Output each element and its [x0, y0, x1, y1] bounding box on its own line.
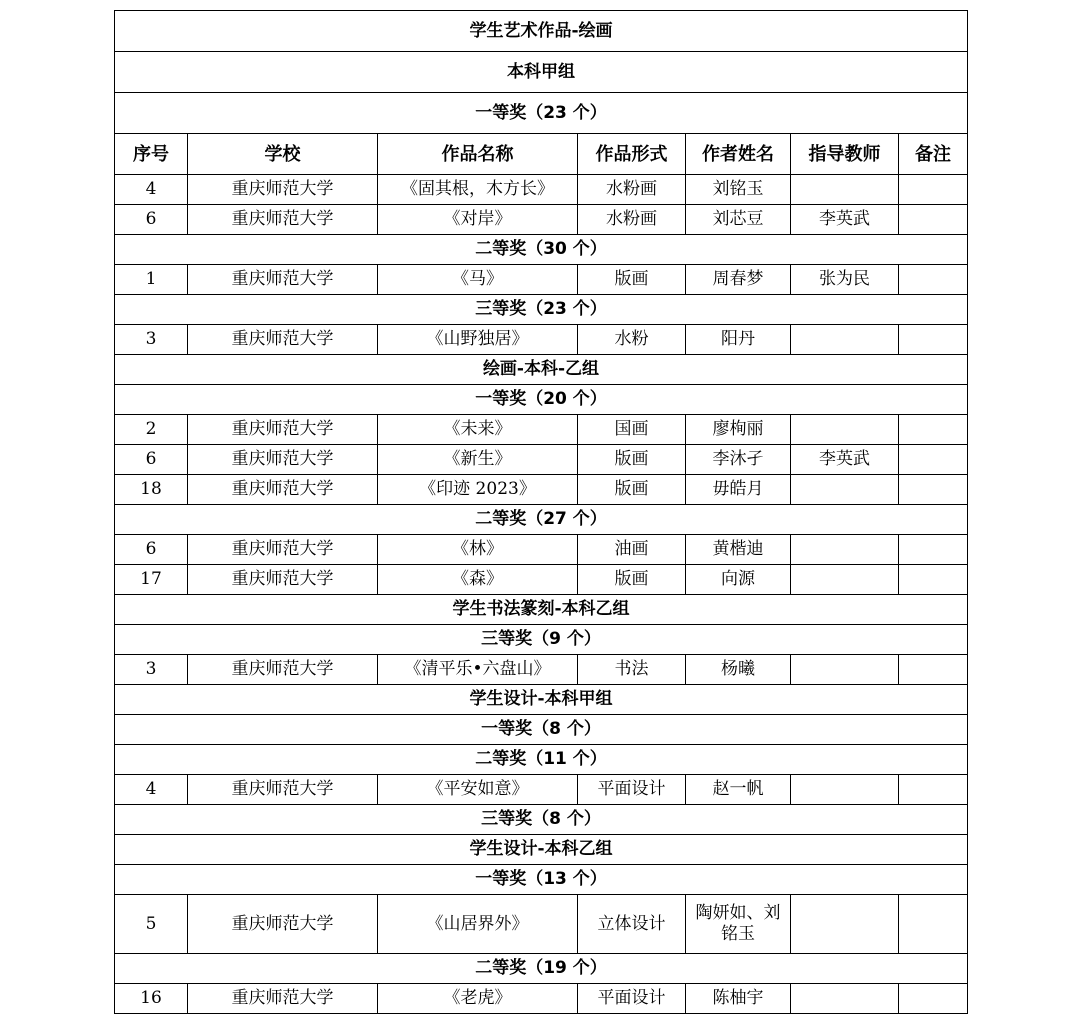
cell-author: 毋皓月 — [686, 475, 791, 505]
cell-work-form: 平面设计 — [578, 775, 686, 805]
cell-notes — [899, 475, 968, 505]
section-header-row — [115, 505, 968, 535]
col-header-notes: 备注 — [899, 134, 968, 175]
section-header-row — [115, 625, 968, 655]
cell-author: 阳丹 — [686, 325, 791, 355]
table-row — [115, 415, 968, 445]
cell-index: 3 — [115, 325, 188, 355]
section-header-row — [115, 715, 968, 745]
cell-index: 2 — [115, 415, 188, 445]
cell-work-title: 《清平乐•六盘山》 — [378, 655, 578, 685]
table-row — [115, 984, 968, 1014]
section-header-row — [115, 685, 968, 715]
cell-work-form: 版画 — [578, 265, 686, 295]
cell-school: 重庆师范大学 — [188, 325, 378, 355]
cell-work-title: 《森》 — [378, 565, 578, 595]
section-header-row — [115, 835, 968, 865]
table-title: 学生艺术作品-绘画 — [115, 11, 968, 52]
cell-instructor — [791, 325, 899, 355]
cell-work-title: 《平安如意》 — [378, 775, 578, 805]
cell-index: 4 — [115, 175, 188, 205]
section-header-row — [115, 235, 968, 265]
cell-work-form: 水粉画 — [578, 205, 686, 235]
cell-author: 刘铭玉 — [686, 175, 791, 205]
section-header: 学生设计-本科乙组 — [115, 835, 968, 865]
awards-table — [114, 10, 968, 1014]
cell-author: 杨曦 — [686, 655, 791, 685]
col-header-instructor: 指导教师 — [791, 134, 899, 175]
cell-instructor — [791, 175, 899, 205]
cell-school: 重庆师范大学 — [188, 535, 378, 565]
cell-school: 重庆师范大学 — [188, 655, 378, 685]
cell-notes — [899, 415, 968, 445]
table-row — [115, 775, 968, 805]
cell-notes — [899, 775, 968, 805]
cell-author: 陶妍如、刘铭玉 — [686, 895, 791, 954]
cell-index: 1 — [115, 265, 188, 295]
cell-instructor — [791, 475, 899, 505]
section-header: 二等奖（11 个） — [115, 745, 968, 775]
cell-notes — [899, 265, 968, 295]
cell-work-title: 《印迹 2023》 — [378, 475, 578, 505]
cell-author: 黄楷迪 — [686, 535, 791, 565]
cell-notes — [899, 655, 968, 685]
cell-school: 重庆师范大学 — [188, 175, 378, 205]
table-row — [115, 535, 968, 565]
table-row — [115, 325, 968, 355]
section-header-row — [115, 355, 968, 385]
cell-author: 周春梦 — [686, 265, 791, 295]
col-header-school: 学校 — [188, 134, 378, 175]
cell-notes — [899, 325, 968, 355]
cell-work-form: 水粉画 — [578, 175, 686, 205]
cell-work-form: 版画 — [578, 445, 686, 475]
cell-work-form: 书法 — [578, 655, 686, 685]
cell-notes — [899, 984, 968, 1014]
cell-instructor: 张为民 — [791, 265, 899, 295]
cell-work-title: 《固其根，木方长》 — [378, 175, 578, 205]
section-header-row — [115, 954, 968, 984]
section-header-row — [115, 595, 968, 625]
section-header-row — [115, 745, 968, 775]
table-row — [115, 445, 968, 475]
cell-school: 重庆师范大学 — [188, 205, 378, 235]
cell-index: 16 — [115, 984, 188, 1014]
section-header: 学生书法篆刻-本科乙组 — [115, 595, 968, 625]
cell-index: 3 — [115, 655, 188, 685]
cell-instructor — [791, 984, 899, 1014]
cell-work-title: 《对岸》 — [378, 205, 578, 235]
section-header: 二等奖（30 个） — [115, 235, 968, 265]
section-header: 一等奖（13 个） — [115, 865, 968, 895]
section-header: 一等奖（20 个） — [115, 385, 968, 415]
col-header-work-form: 作品形式 — [578, 134, 686, 175]
section-header: 三等奖（23 个） — [115, 295, 968, 325]
cell-school: 重庆师范大学 — [188, 565, 378, 595]
table-row — [115, 565, 968, 595]
cell-school: 重庆师范大学 — [188, 775, 378, 805]
cell-school: 重庆师范大学 — [188, 445, 378, 475]
cell-instructor — [791, 655, 899, 685]
section-header-row — [115, 805, 968, 835]
cell-notes — [899, 445, 968, 475]
cell-author: 廖栒丽 — [686, 415, 791, 445]
cell-notes — [899, 895, 968, 954]
table-row — [115, 265, 968, 295]
cell-work-form: 油画 — [578, 535, 686, 565]
col-header-work-title: 作品名称 — [378, 134, 578, 175]
cell-work-title: 《山野独居》 — [378, 325, 578, 355]
cell-work-title: 《未来》 — [378, 415, 578, 445]
cell-work-form: 立体设计 — [578, 895, 686, 954]
table-title-row — [115, 11, 968, 52]
table-row — [115, 895, 968, 954]
table-row — [115, 205, 968, 235]
cell-notes — [899, 535, 968, 565]
cell-work-title: 《林》 — [378, 535, 578, 565]
cell-work-title: 《山居界外》 — [378, 895, 578, 954]
column-header-row — [115, 134, 968, 175]
cell-work-form: 版画 — [578, 565, 686, 595]
cell-author: 向源 — [686, 565, 791, 595]
cell-index: 6 — [115, 535, 188, 565]
section-header: 二等奖（19 个） — [115, 954, 968, 984]
cell-work-form: 水粉 — [578, 325, 686, 355]
table-row — [115, 655, 968, 685]
cell-author: 赵一帆 — [686, 775, 791, 805]
section-header: 一等奖（8 个） — [115, 715, 968, 745]
cell-index: 5 — [115, 895, 188, 954]
cell-author: 陈柚宇 — [686, 984, 791, 1014]
cell-instructor — [791, 415, 899, 445]
prize-title-row — [115, 93, 968, 134]
cell-notes — [899, 565, 968, 595]
cell-index: 6 — [115, 445, 188, 475]
cell-school: 重庆师范大学 — [188, 984, 378, 1014]
cell-school: 重庆师范大学 — [188, 475, 378, 505]
cell-index: 6 — [115, 205, 188, 235]
group-title-row — [115, 52, 968, 93]
cell-school: 重庆师范大学 — [188, 265, 378, 295]
cell-notes — [899, 205, 968, 235]
cell-work-form: 版画 — [578, 475, 686, 505]
cell-work-title: 《老虎》 — [378, 984, 578, 1014]
section-header: 二等奖（27 个） — [115, 505, 968, 535]
prize-title: 一等奖（23 个） — [115, 93, 968, 134]
cell-instructor — [791, 535, 899, 565]
cell-instructor — [791, 895, 899, 954]
cell-instructor: 李英武 — [791, 205, 899, 235]
section-header-row — [115, 295, 968, 325]
cell-author: 刘芯豆 — [686, 205, 791, 235]
cell-instructor — [791, 565, 899, 595]
table-row — [115, 475, 968, 505]
cell-notes — [899, 175, 968, 205]
col-header-index: 序号 — [115, 134, 188, 175]
cell-instructor: 李英武 — [791, 445, 899, 475]
col-header-author: 作者姓名 — [686, 134, 791, 175]
table-row — [115, 175, 968, 205]
group-title: 本科甲组 — [115, 52, 968, 93]
cell-school: 重庆师范大学 — [188, 415, 378, 445]
section-header: 绘画-本科-乙组 — [115, 355, 968, 385]
cell-work-form: 平面设计 — [578, 984, 686, 1014]
section-header: 三等奖（8 个） — [115, 805, 968, 835]
section-header-row — [115, 865, 968, 895]
section-header: 三等奖（9 个） — [115, 625, 968, 655]
cell-index: 18 — [115, 475, 188, 505]
cell-school: 重庆师范大学 — [188, 895, 378, 954]
section-header: 学生设计-本科甲组 — [115, 685, 968, 715]
cell-index: 17 — [115, 565, 188, 595]
cell-instructor — [791, 775, 899, 805]
cell-work-title: 《新生》 — [378, 445, 578, 475]
cell-work-title: 《马》 — [378, 265, 578, 295]
cell-work-form: 国画 — [578, 415, 686, 445]
cell-author: 李沐孑 — [686, 445, 791, 475]
cell-index: 4 — [115, 775, 188, 805]
section-header-row — [115, 385, 968, 415]
